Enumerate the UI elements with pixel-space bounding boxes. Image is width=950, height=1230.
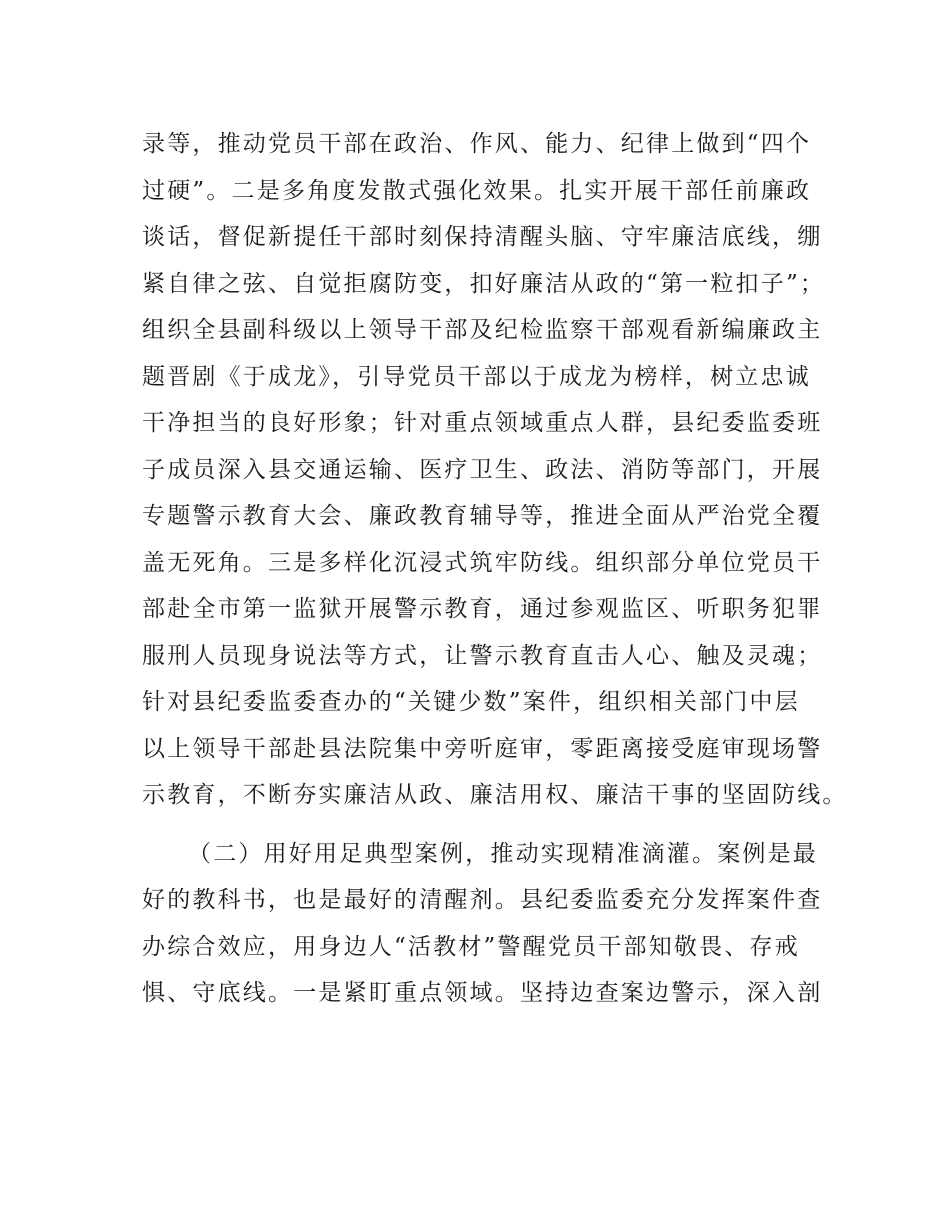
text-line: 组织全县副科级以上领导干部及纪检监察干部观看新编廉政主 — [142, 317, 823, 343]
text-line: 干净担当的良好形象；针对重点领域重点人群，县纪委监委班 — [142, 410, 823, 436]
text-line: 谈话，督促新提任干部时刻保持清醒头脑、守牢廉洁底线，绷 — [142, 224, 823, 250]
text-line: 部赴全市第一监狱开展警示教育，通过参观监区、听职务犯罪 — [142, 596, 823, 622]
text-line: 惧、守底线。一是紧盯重点领域。坚持边查案边警示，深入剖 — [142, 980, 823, 1006]
text-line: 题晋剧《于成龙》，引导党员干部以于成龙为榜样，树立忠诚 — [142, 363, 811, 390]
paragraph-spacer — [142, 819, 842, 831]
text-line: 服刑人员现身说法等方式，让警示教育直击人心、触及灵魂； — [142, 642, 823, 669]
text-line: 办综合效应，用身边人“活教材”警醒党员干部知敬畏、存戒 — [142, 933, 800, 960]
text-line: 专题警示教育大会、廉政教育辅导等，推进全面从严治党全覆 — [142, 503, 823, 529]
paragraph-1 — [142, 121, 848, 819]
text-line: 好的教科书，也是最好的清醒剂。县纪委监委充分发挥案件查 — [142, 887, 823, 913]
paragraph-2 — [142, 831, 842, 1017]
text-line: 以上领导干部赴县法院集中旁听庭审，零距离接受庭审现场警 — [142, 735, 823, 762]
text-line: 录等，推动党员干部在政治、作风、能力、纪律上做到“四个 — [142, 131, 812, 157]
text-line: 过硬”。二是多角度发散式强化效果。扎实开展干部任前廉政 — [142, 177, 812, 204]
text-line: 盖无死角。三是多样化沉浸式筑牢防线。组织部分单位党员干 — [142, 549, 823, 576]
text-line: 针对县纪委监委查办的“关键少数”案件，组织相关部门中层 — [142, 689, 800, 715]
text-line: （二）用好用足典型案例，推动实现精准滴灌。案例是最 — [188, 840, 818, 867]
document-body — [142, 121, 848, 1017]
text-line: 子成员深入县交通运输、医疗卫生、政法、消防等部门，开展 — [142, 456, 823, 483]
text-line: 紧自律之弦、自觉拒腐防变，扣好廉洁从政的“第一粒扣子”； — [142, 270, 826, 297]
text-line: 示教育，不断夯实廉洁从政、廉洁用权、廉洁干事的坚固防线。 — [142, 782, 848, 808]
